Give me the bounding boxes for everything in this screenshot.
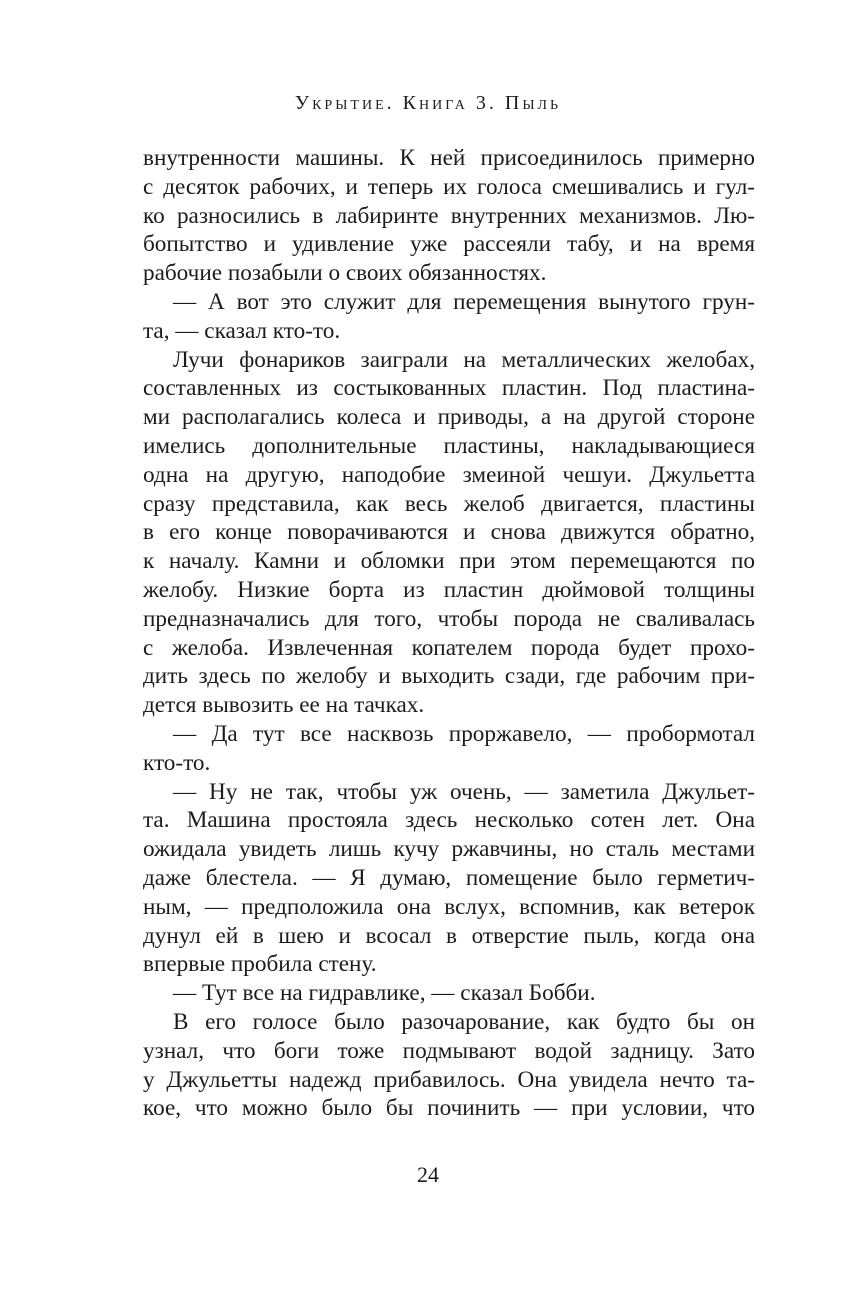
text-line: — Да тут все насквозь проржавело, — пробормотал <box>173 720 755 747</box>
paragraph <box>143 778 755 980</box>
text-line: дется вывозить ее на тачках. <box>143 692 425 719</box>
text-line: Лучи фонариков заиграли на металлических желобах, <box>173 346 755 373</box>
text-line: даже блестела. — Я думаю, помещение было герметич- <box>143 864 755 891</box>
text-line: одна на другую, наподобие змеиной чешуи. Джульетта <box>143 461 755 488</box>
text-line: имелись дополнительные пластины, накладывающиеся <box>143 432 755 459</box>
paragraph <box>143 144 755 288</box>
text-line: у Джульетты надежд прибавилось. Она увидела нечто та- <box>143 1066 755 1093</box>
paragraph <box>143 1008 755 1123</box>
text-line: составленных из состыкованных пластин. Под пластина- <box>143 375 755 402</box>
paragraph <box>143 979 755 1008</box>
text-line: узнал, что боги тоже подмывают водой задницу. Зато <box>143 1037 755 1064</box>
text-line: ожидала увидеть лишь кучу ржавчины, но сталь местами <box>143 836 755 863</box>
text-line: — Ну не так, чтобы уж очень, — заметила Джульет- <box>173 778 755 805</box>
paragraph <box>143 346 755 720</box>
text-line: ко разносились в лабиринте внутренних механизмов. Лю- <box>143 202 755 229</box>
text-line: в его конце поворачиваются и снова движутся обратно, <box>143 519 755 546</box>
text-line: предназначались для того, чтобы порода не сваливалась <box>143 605 755 632</box>
text-line: дунул ей в шею и всосал в отверстие пыль, когда она <box>143 922 755 949</box>
text-line: та. Машина простояла здесь несколько сотен лет. Она <box>143 807 755 834</box>
body-text <box>143 144 755 1123</box>
text-line: впервые пробила стену. <box>143 951 377 978</box>
paragraph <box>143 720 755 778</box>
text-line: бопытство и удивление уже рассеяли табу, и на время <box>143 231 755 258</box>
text-line: рабочие позабыли о своих обязанностях. <box>143 260 547 287</box>
text-line: сразу представила, как весь желоб двигается, пластины <box>143 490 755 517</box>
text-line: В его голосе было разочарование, как будто бы он <box>173 1008 755 1035</box>
text-line: кто-то. <box>143 749 211 776</box>
text-line: ми располагались колеса и приводы, а на другой стороне <box>143 404 755 431</box>
text-line: кое, что можно было бы починить — при условии, что <box>143 1095 755 1122</box>
text-line: с желоба. Извлеченная копателем порода будет прохо- <box>143 634 755 661</box>
text-line: та, — сказал кто-то. <box>143 317 341 344</box>
text-line: — А вот это служит для перемещения вынутого грун- <box>173 288 755 315</box>
page-number: 24 <box>417 1162 439 1187</box>
text-line: к началу. Камни и обломки при этом перемещаются по <box>143 548 755 575</box>
paragraph <box>143 288 755 346</box>
text-line: внутренности машины. К ней присоединилось примерно <box>143 145 755 171</box>
text-line: — Тут все на гидравлике, — сказал Бобби. <box>173 980 596 1007</box>
text-line: с десяток рабочих, и теперь их голоса смешивались и гул- <box>143 173 755 200</box>
running-head: Укрытие. Книга 3. Пыль <box>294 92 562 114</box>
text-line: ным, — предположила она вслух, вспомнив, как ветерок <box>143 893 755 920</box>
text-line: желобу. Низкие борта из пластин дюймовой толщины <box>143 576 755 603</box>
text-line: дить здесь по желобу и выходить сзади, где рабочим при- <box>143 663 755 690</box>
